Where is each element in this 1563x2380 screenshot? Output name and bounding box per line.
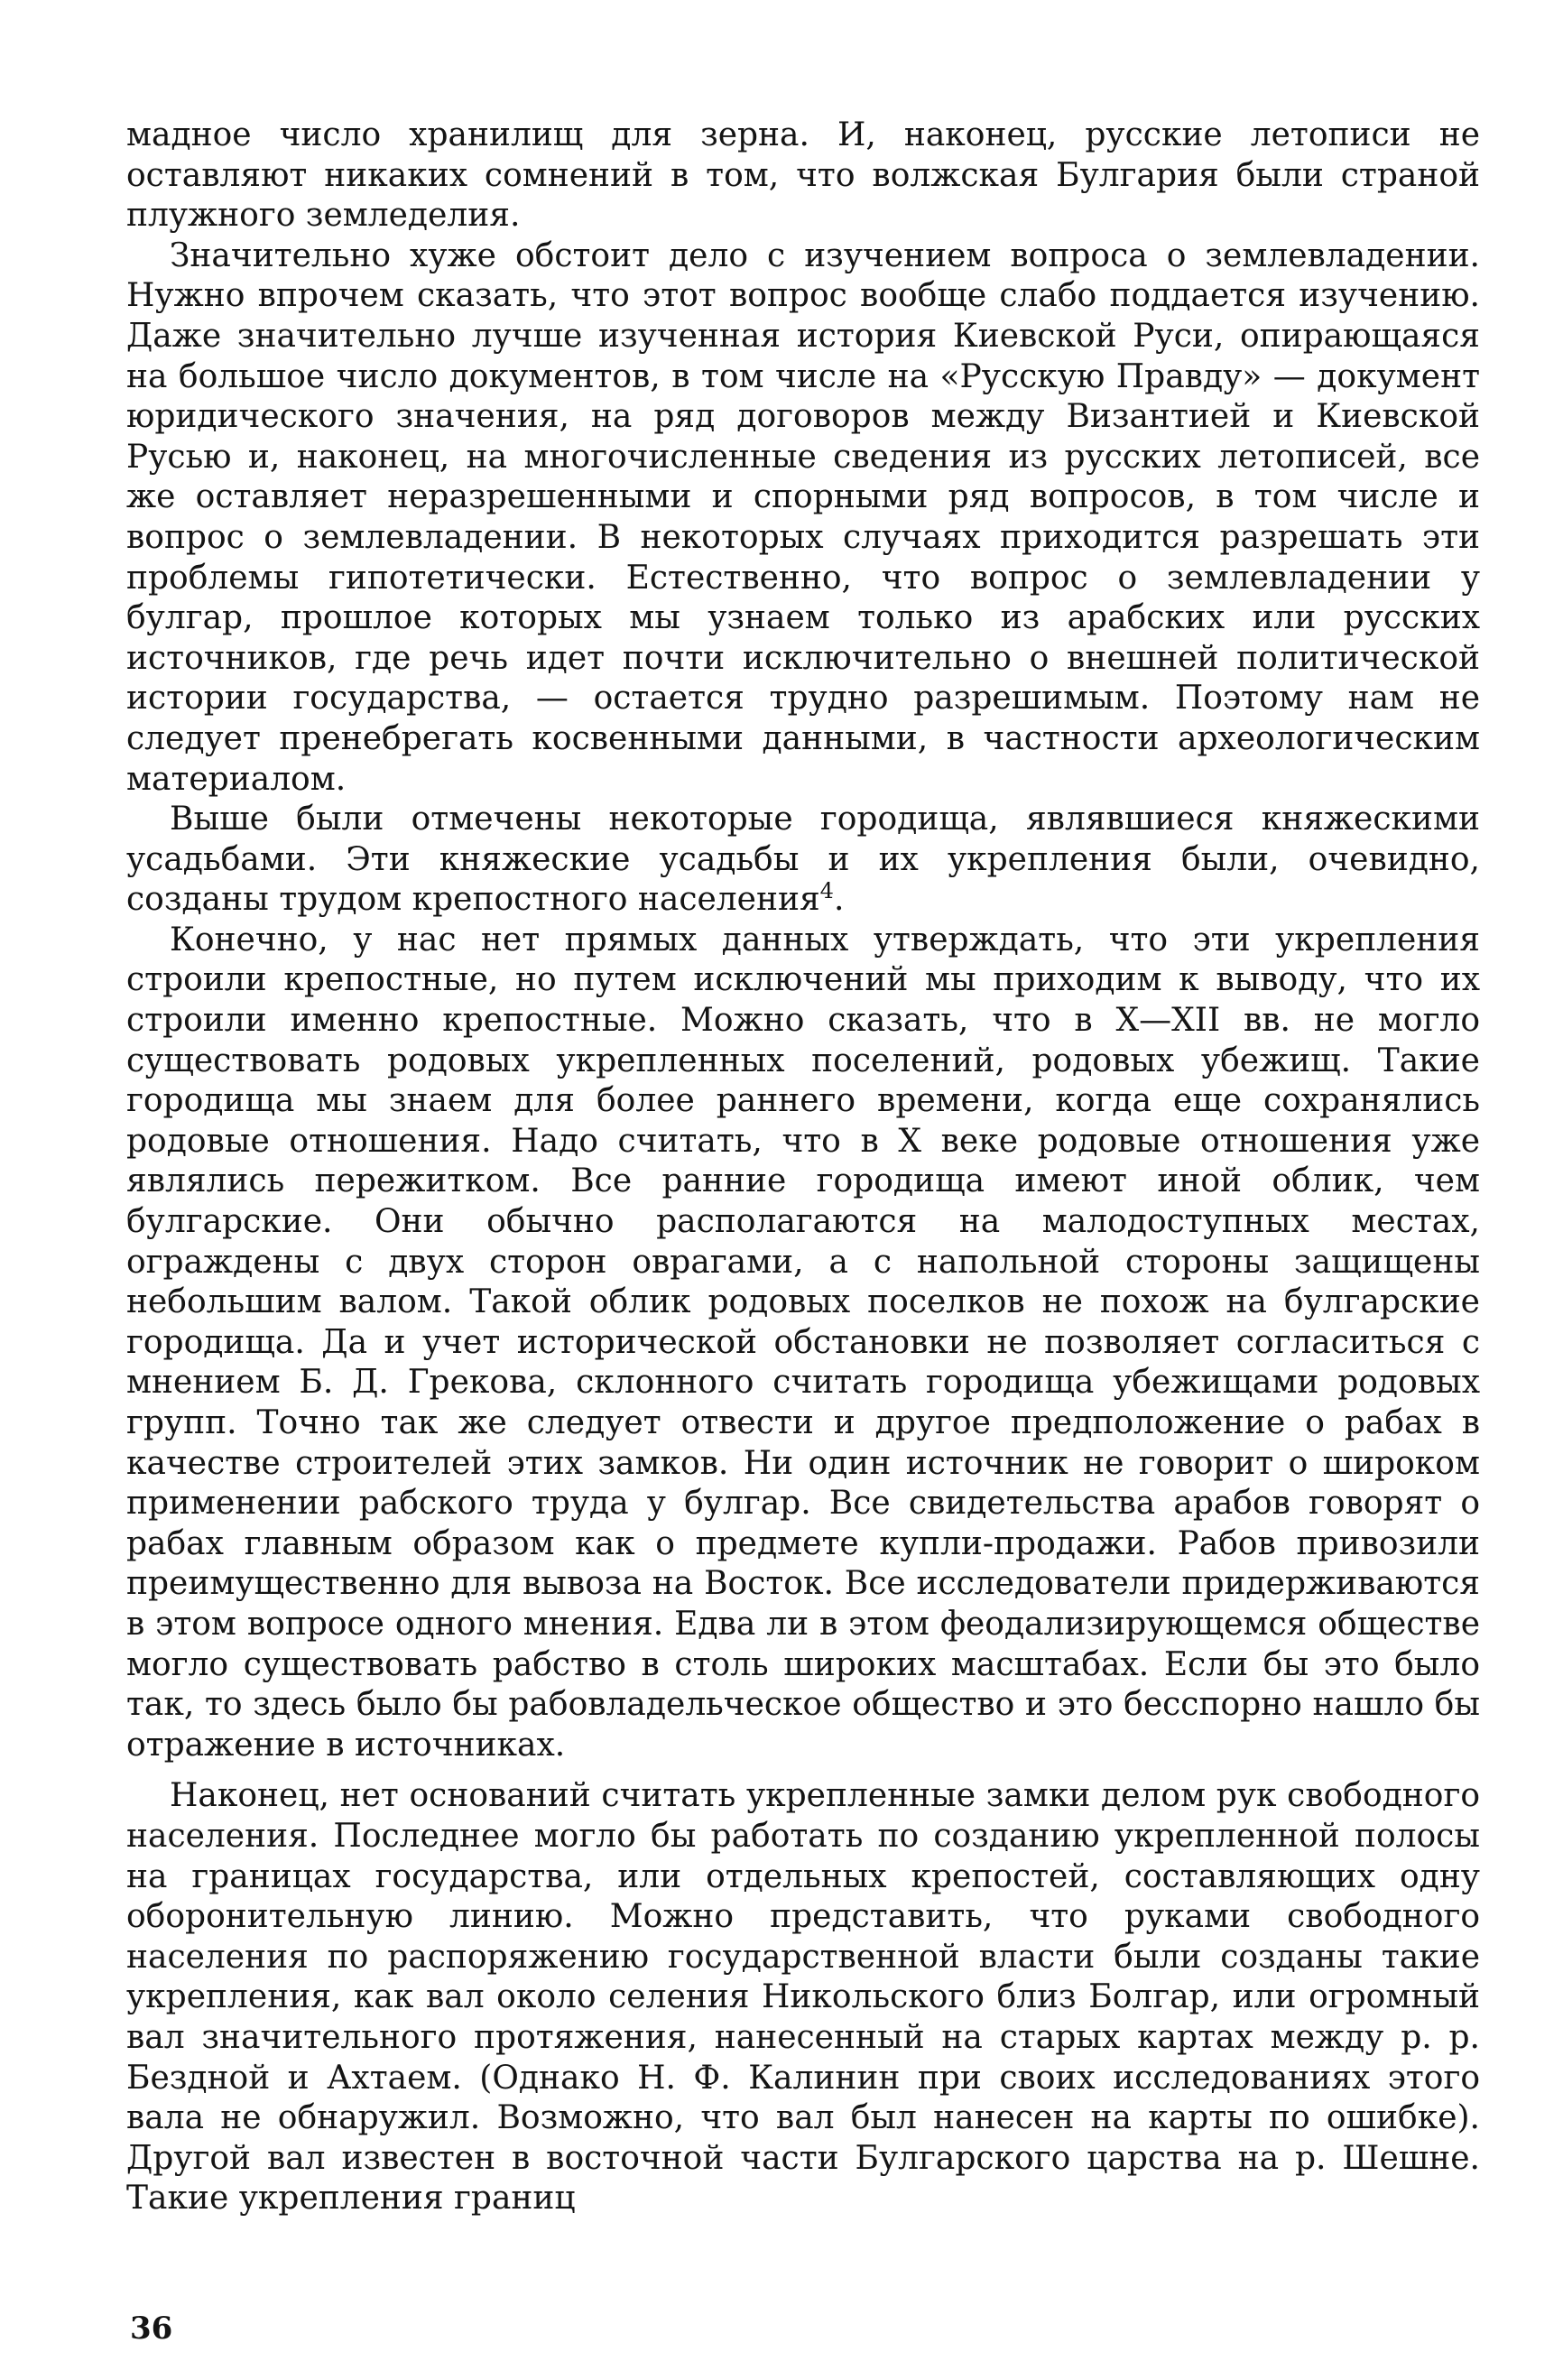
paragraph-4: Конечно, у нас нет прямых данных утверждать, что эти укрепления строили крепостные, но путем исключений мы приходим к выводу, что их строили именно крепостные. Можно сказать, что в X—XII вв. не могло существовать родовых укрепленных поселений, родовых убежищ. Такие городища мы знаем для более раннего времени, когда еще сохранялись родовые отношения. Надо считать, что в X веке родовые отношения уже являлись пережитком. Все ранние городища имеют иной облик, чем булгарские. Они обычно располагаются на малодоступных местах, ограждены с двух сторон оврагами, а с напольной стороны защищены небольшим валом. Такой облик родовых поселков не похож на булгарские городища. Да и учет исторической обстановки не позволяет согласиться с мнением Б. Д. Грекова, склонного считать городища убежищами родовых групп. Точно так же следует отвести и другое предположение о рабах в качестве строителей этих замков. Ни один источник не говорит о широком применении рабского труда у булгар. Все свидетельства арабов говорят о рабах главным образом как о предмете купли-продажи. Рабов привозили преимущественно для вывоза на Восток. Все исследователи придерживаются в этом вопросе одного мнения. Едва ли в этом феодализирующемся обществе могло существовать рабство в столь широких масштабах. Если бы это было так, то здесь было бы рабовладельческое общество и это бесспорно нашло бы отражение в источниках. <box>126 921 1480 1764</box>
page-number: 36 <box>130 2311 173 2347</box>
paragraph-3 <box>126 800 1480 921</box>
paragraph-5: Наконец, нет оснований считать укрепленные замки делом рук свободного населения. Последнее могло бы работать по созданию укрепленной полосы на границах государства, или отдельных крепостей, составляющих одну оборонительную линию. Можно представить, что руками свободного населения по распоряжению государственной власти были созданы такие укрепления, как вал около селения Никольского близ Болгар, или огромный вал значительного протяжения, нанесенный на старых картах между р. р. Бездной и Ахтаем. (Однако Н. Ф. Калинин при своих исследованиях этого вала не обнаружил. Возможно, что вал был нанесен на карты по ошибке). Другой вал известен в восточной части Булгарского царства на р. Шешне. Такие укрепления границ <box>126 1777 1480 2218</box>
paragraph-3-end: . <box>833 881 845 919</box>
paragraph-3-text: Выше были отмечены некоторые городища, являвшиеся княжескими усадьбами. Эти княжеские усадьбы и их укрепления были, очевидно, созданы трудом крепостного населения <box>126 801 1480 919</box>
body-text <box>126 116 1480 2219</box>
paragraph-2: Значительно хуже обстоит дело с изучением вопроса о землевладении. Нужно впрочем сказать, что этот вопрос вообще слабо поддается изучению. Даже значительно лучше изученная история Киевской Руси, опирающаяся на большое число документов, в том числе на «Русскую Правду» — документ юридического значения, на ряд договоров между Византией и Киевской Русью и, наконец, на многочисленные сведения из русских летописей, все же оставляет неразрешенными и спорными ряд вопросов, в том числе и вопрос о землевладении. В некоторых случаях приходится разрешать эти проблемы гипотетически. Естественно, что вопрос о землевладении у булгар, прошлое которых мы узнаем только из арабских или русских источников, где речь идет почти исключительно о внешней политической истории государства, — остается трудно разрешимым. Поэтому нам не следует пренебрегать косвенными данными, в частности археологическим материалом. <box>126 236 1480 798</box>
footnote-marker[interactable]: 4 <box>819 878 834 904</box>
paragraph-1: мадное число хранилищ для зерна. И, наконец, русские летописи не оставляют никаких сомнений в том, что волжская Булгария были страной плужного земледелия. <box>126 116 1480 235</box>
